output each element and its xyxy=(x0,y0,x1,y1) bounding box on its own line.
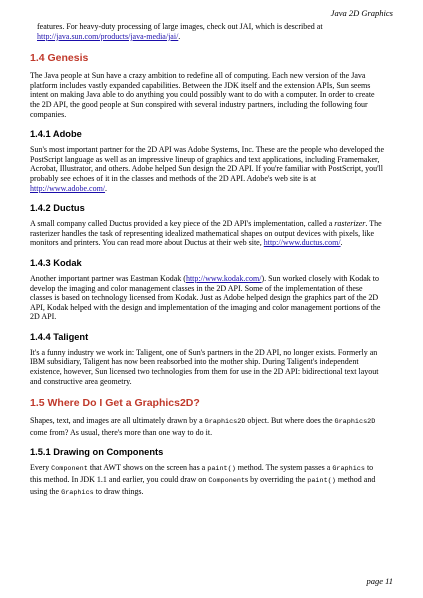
graphics2d-paragraph: Shapes, text, and images are all ultimately drawn by a Graphics2D object. But where does the Graphics2D come from? As usual, there's more than one way to do it. xyxy=(30,416,376,437)
page-content xyxy=(30,22,386,498)
subsection-heading-taligent: 1.4.4 Taligent xyxy=(30,331,89,342)
adobe-paragraph: Sun's most important partner for the 2D API was Adobe Systems, Inc. These are the people who developed the PostScript language as well as an impressive lineup of graphics and text applications, including Framemaker, Acrobat, Illustrator, and others. Adobe helped Sun design the 2D API. If you're familiar with PostScript, you'll probably see echoes of it in the classes and methods of the 2D API. Adobe's web site is at http://www.adobe.com/. xyxy=(30,145,385,193)
section-heading-graphics2d: 1.5 Where Do I Get a Graphics2D? xyxy=(30,397,200,410)
page-number: page 11 xyxy=(366,576,393,586)
genesis-paragraph: The Java people at Sun have a crazy ambition to redefine all of computing. Each new version of the Java platform includes vastly expanded capabilities. Between the JDK itself and the extension APIs, Sun seems intent on making Java able to do anything you could possibly want to do with a computer. In order to create the 2D API, the good people at Sun conspired with several industry partners, including the following four companies. xyxy=(30,71,375,119)
drawing-on-components-paragraph: Every Component that AWT shows on the screen has a paint() method. The system passes a Graphics to this method. In JDK 1.1 and earlier, you could draw on Components by overriding the paint() method and using the Graphics to draw things. xyxy=(30,463,376,497)
adobe-link[interactable]: http://www.adobe.com/ xyxy=(30,183,106,193)
section-heading-genesis: 1.4 Genesis xyxy=(30,52,89,65)
subsection-heading-kodak: 1.4.3 Kodak xyxy=(30,257,82,268)
jai-link[interactable]: http://java.sun.com/products/java-media/jai/ xyxy=(37,31,179,41)
kodak-paragraph: Another important partner was Eastman Kodak (http://www.kodak.com/). Sun worked closely with Kodak to develop the imaging and color management classes in the 2D API. Some of the implementation of these classes is based on technology licensed from Kodak. Just as Adobe helped design the graphics part of the 2D API, Kodak helped with the design and implementation of the imaging and color management portions of the 2D API. xyxy=(30,273,381,322)
ductus-paragraph: A small company called Ductus provided a key piece of the 2D API's implementation, called a rasterizer. The rasterizer handles the task of representing idealized mathematical shapes on output devices with pixels, like monitors and printers. You can read more about Ductus at their web site, http://www.ductus.com/. xyxy=(30,219,382,248)
subsection-heading-ductus: 1.4.2 Ductus xyxy=(30,203,85,214)
kodak-link[interactable]: http://www.kodak.com/ xyxy=(185,273,262,283)
subsection-heading-adobe: 1.4.1 Adobe xyxy=(30,129,82,140)
intro-paragraph: features. For heavy-duty processing of large images, check out JAI, which is described at http://java.sun.com/products/java-media/jai/. xyxy=(37,22,323,41)
ductus-link[interactable]: http://www.ductus.com/ xyxy=(263,238,341,248)
taligent-paragraph: It's a funny industry we work in: Taligent, one of Sun's partners in the 2D API, no longer exists. Formerly an IBM subsidiary, Taligent has now been reabsorbed into the mother ship. During Taligent's independent existence, however, Sun licensed two technologies from them for use in the 2D API: bidirectional text layout and constructive area geometry. xyxy=(30,347,379,386)
running-header: Java 2D Graphics xyxy=(330,8,393,18)
subsection-heading-drawing-on-components: 1.5.1 Drawing on Components xyxy=(30,447,164,458)
